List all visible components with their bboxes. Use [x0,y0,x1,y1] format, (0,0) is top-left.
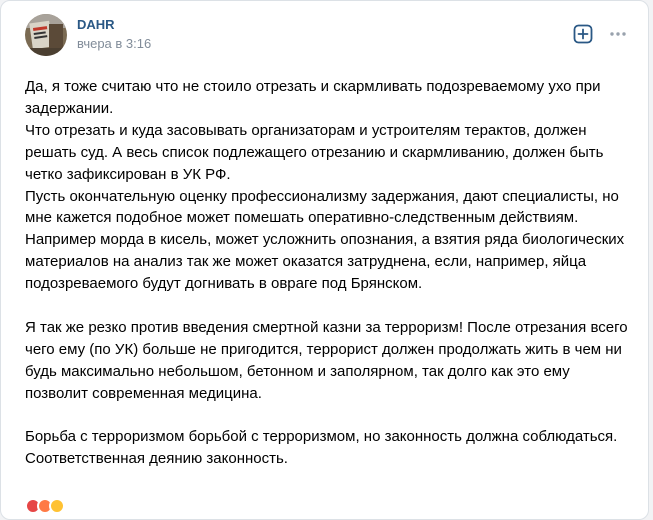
reaction-smile-icon [49,498,65,514]
more-options-button[interactable] [608,24,628,44]
post-header [25,13,151,57]
post-paragraph: Да, я тоже считаю что не стоило отрезать и скармливать подозреваемому ухо при задержании. Что отрезать и куда засовывать организаторам и устроителям терактов, должен решать суд. А весь список подлежащего отрезанию и скармливанию, должен быть четко зафиксирован в УК РФ. Пусть окончательную оценку профессионализму задержания, дают специалисты, но мне кажется подобное может помешать оперативно-следственным действиям. Например морда в кисель, может усложнить опознания, а взятия ряда биологических материалов на анализ так же может оказатся затруднена, если, например, яйца подозреваемого будут догнивать в овраге под Брянском. [25,78,625,293]
author-name[interactable]: DAHR [77,17,115,32]
add-to-bookmarks-button[interactable] [572,23,594,45]
post-paragraph: Я так же резко против введения смертной казни за терроризм! После отрезания всего чего ему (по УК) больше не пригодится, террорист должен продолжать жить в чем ни будь максимально небольшом, бетонном и заполярном, так долго как это ему позволит современная медицина. [25,318,628,402]
reactions-bar[interactable] [25,498,61,514]
author-block [77,17,151,53]
more-horizontal-icon [608,24,628,44]
post-time[interactable]: вчера в 3:16 [77,36,152,51]
post-paragraph: Борьба с терроризмом борьбой с терроризмом, но законность должна соблюдаться. Соответственная деянию законность. [25,428,618,468]
header-actions [572,23,628,45]
post-text [25,76,631,470]
avatar-image [25,14,67,56]
plus-square-icon [573,24,593,44]
avatar[interactable] [25,14,67,56]
